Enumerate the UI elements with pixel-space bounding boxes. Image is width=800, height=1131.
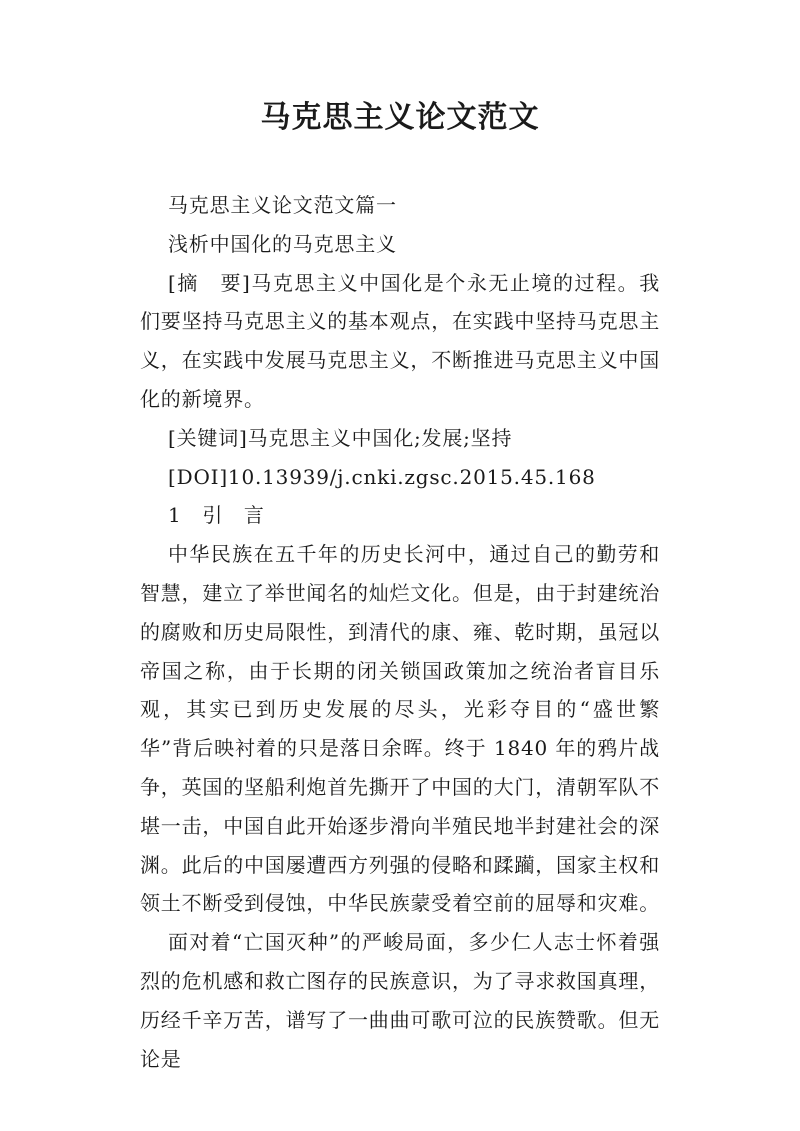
keywords-line: [关键词]马克思主义中国化;发展;坚持: [168, 425, 513, 450]
document-body: [140, 186, 660, 1078]
abstract-paragraph: [摘 要]马克思主义中国化是个永无止境的过程。我们要坚持马克思主义的基本观点，在实践中坚持马克思主义，在实践中发展马克思主义，不断推进马克思主义中国化的新境界。: [140, 270, 660, 411]
section-number-heading: 1 引 言: [168, 503, 265, 528]
article-title: 浅析中国化的马克思主义: [168, 231, 397, 256]
body-paragraph: 面对着“亡国灭种”的严峻局面，多少仁人志士怀着强烈的危机感和救亡图存的民族意识，为了寻求救国真理，历经千辛万苦，谱写了一曲曲可歌可泣的民族赞歌。但无论是: [140, 930, 660, 1071]
body-paragraph: 中华民族在五千年的历史长河中，通过自己的勤劳和智慧，建立了举世闻名的灿烂文化。但是，由于封建统治的腐败和历史局限性，到清代的康、雍、乾时期，虽冠以帝国之称，由于长期的闭关锁国政策加之统治者盲目乐观，其实已到历史发展的尽头，光彩夺目的“盛世繁华”背后映衬着的只是落日余晖。终于 1840 年的鸦片战争，英国的坚船利炮首先撕开了中国的大门，清朝军队不堪一击，中国自此开始逐步滑向半殖民地半封建社会的深渊。此后的中国屡遭西方列强的侵略和蹂躏，国家主权和领土不断受到侵蚀，中华民族蒙受着空前的屈辱和灾难。: [140, 542, 660, 916]
doi-line: [DOI]10.13939/j.cnki.zgsc.2015.45.168: [168, 464, 596, 489]
section-heading: 马克思主义论文范文篇一: [168, 193, 397, 217]
document-title: 马克思主义论文范文: [260, 100, 540, 135]
